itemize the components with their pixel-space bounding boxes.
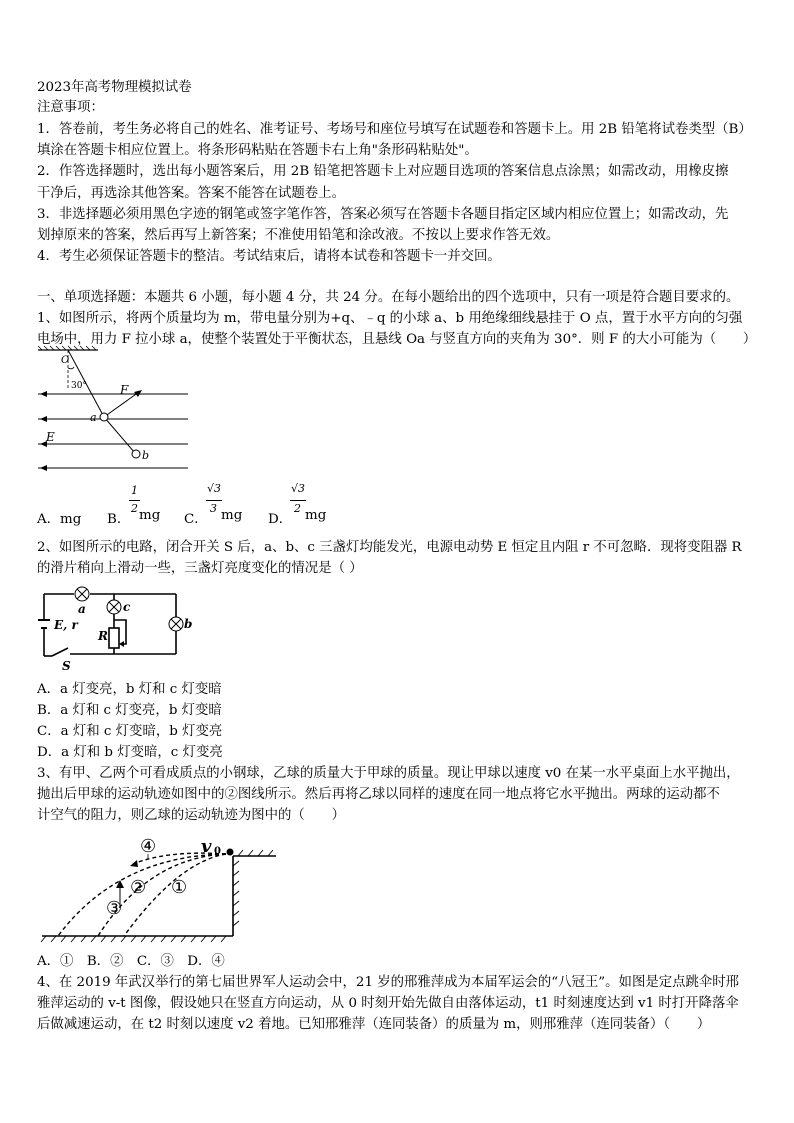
section-heading: 一、单项选择题：本题共 6 小题，每小题 4 分，共 24 分。在每小题给出的四个选项中，只有一项是符合题目要求的。: [37, 290, 740, 305]
q1-option-c-prefix[interactable]: C．: [184, 512, 208, 527]
q1-stem-line: 1、如图所示，将两个质量均为 m，带电量分别为+q、﹣q 的小球 a、b 用绝缘细线悬挂于 O 点，置于水平方向的匀强: [37, 311, 743, 326]
q2-stem-line: 2、如图所示的电路，闭合开关 S 后，a、b、c 三盏灯均能发光，电源电动势 E 恒定且内阻 r 不可忽略．现将变阻器 R: [37, 540, 742, 555]
q2-option-a[interactable]: A．a 灯变亮，b 灯和 c 灯变暗: [37, 682, 222, 697]
note-line: 3．非选择题必须用黑色字迹的钢笔或签字笔作答，答案必须写在答题卡各题目指定区域内相应位置上；如需改动，先: [37, 207, 729, 222]
note-line: 1．答卷前，考生务必将自己的姓名、准考证号、考场号和座位号填写在试题卷和答题卡上。用 2B 铅笔将试卷类型（B）: [37, 122, 752, 137]
q2-label-b: b: [184, 617, 193, 631]
q2-option-b[interactable]: B．a 灯和 c 灯变亮，b 灯变暗: [37, 703, 222, 718]
q2-label-c: c: [123, 600, 131, 614]
q1-option-d-numerator: √3: [291, 482, 306, 495]
q2-option-c[interactable]: C．a 灯和 c 灯变暗，b 灯变亮: [37, 724, 223, 739]
q3-options[interactable]: A．① B．② C．③ D．④: [37, 954, 225, 969]
q1-option-c-numerator: √3: [207, 482, 222, 495]
note-line: 2．作答选择题时，选出每小题答案后，用 2B 铅笔把答题卡上对应题目选项的答案信息点涂黑；如需改动，用橡皮擦: [37, 164, 729, 179]
q4-stem-line: 雅萍运动的 v-t 图像，假设她只在竖直方向运动，从 0 时刻开始先做自由落体运动，t1 时刻速度达到 v1 时打开降落伞: [37, 996, 739, 1011]
q1-label-f: F: [120, 383, 129, 397]
fraction-bar: [206, 500, 222, 501]
notes-heading: 注意事项：: [37, 100, 104, 115]
q2-label-er: E, r: [54, 618, 78, 632]
q1-label-angle: 30°: [71, 381, 87, 391]
q3-label-3: ③: [106, 898, 123, 919]
q1-figure: [38, 346, 208, 476]
q1-option-c-denominator: 3: [210, 502, 217, 515]
fraction-bar: [129, 500, 140, 501]
q4-stem-line: 后做减速运动，在 t2 时刻以速度 v2 着地。已知邢雅萍（连同装备）的质量为 m，则邢雅萍（连同装备）（ ）: [37, 1017, 711, 1032]
q1-option-d-prefix[interactable]: D．: [268, 512, 293, 527]
q2-label-a: a: [78, 602, 86, 616]
q2-stem-line: 的滑片稍向上滑动一些，三盏灯亮度变化的情况是（ ）: [37, 561, 363, 576]
q3-label-v-subscript: 0: [214, 846, 221, 857]
fraction-bar: [290, 500, 306, 501]
q3-label-2: ②: [130, 877, 147, 898]
q3-trajectory-figure: [38, 832, 283, 944]
q1-option-d-denominator: 2: [294, 502, 301, 515]
exam-title: 2023年高考物理模拟试卷: [37, 80, 192, 95]
note-line: 填涂在答题卡相应位置上。将条形码粘贴在答题卡右上角"条形码粘贴处"。: [37, 143, 478, 158]
note-line: 干净后，再选涂其他答案。答案不能答在试题卷上。: [37, 186, 345, 201]
q2-circuit-figure: [38, 584, 198, 674]
q1-label-b: b: [142, 449, 150, 462]
q1-option-a[interactable]: A．mg: [37, 512, 82, 527]
note-line: 划掉原来的答案，然后再写上新答案；不准使用铅笔和涂改液。不按以上要求作答无效。: [37, 228, 560, 243]
q1-option-b-denominator: 2: [131, 502, 138, 515]
q1-option-c-unit: mg: [221, 508, 243, 523]
q3-stem-line: 3、有甲、乙两个可看成质点的小钢球，乙球的质量大于甲球的质量。现让甲球以速度 v0 在某一水平桌面上水平抛出，: [37, 766, 740, 781]
q1-label-e: E: [46, 430, 55, 444]
q3-stem-line: 抛出后甲球的运动轨迹如图中的②图线所示。然后再将乙球以同样的速度在同一地点将它水平抛出。两球的运动都不: [37, 787, 720, 802]
q1-option-b-prefix[interactable]: B．: [107, 512, 131, 527]
note-line: 4．考生必须保证答题卡的整洁。考试结束后，请将本试卷和答题卡一并交回。: [37, 249, 501, 264]
q1-label-a: a: [90, 411, 97, 424]
q1-stem-line: 电场中，用力 F 拉小球 a，使整个装置处于平衡状态，且悬线 Oa 与竖直方向的夹角为 30°．则 F 的大小可能为（ ）: [37, 332, 757, 347]
q3-stem-line: 计空气的阻力，则乙球的运动轨迹为图中的（ ）: [37, 808, 345, 823]
q3-label-4: ④: [140, 836, 157, 857]
q3-label-v: v: [201, 836, 212, 857]
q2-option-d[interactable]: D．a 灯和 b 灯变暗，c 灯变亮: [37, 745, 223, 760]
q1-option-b-unit: mg: [139, 508, 161, 523]
q1-option-d-unit: mg: [305, 508, 327, 523]
q2-label-r: R: [98, 629, 108, 643]
q2-label-s: S: [62, 659, 71, 673]
q1-option-b-numerator: 1: [131, 484, 138, 497]
q1-label-o: O: [61, 355, 70, 366]
q3-label-1: ①: [171, 877, 188, 898]
q4-stem-line: 4、在 2019 年武汉举行的第七届世界军人运动会中，21 岁的邢雅萍成为本届军运会的“八冠王”。如图是定点跳伞时邢: [37, 975, 740, 990]
